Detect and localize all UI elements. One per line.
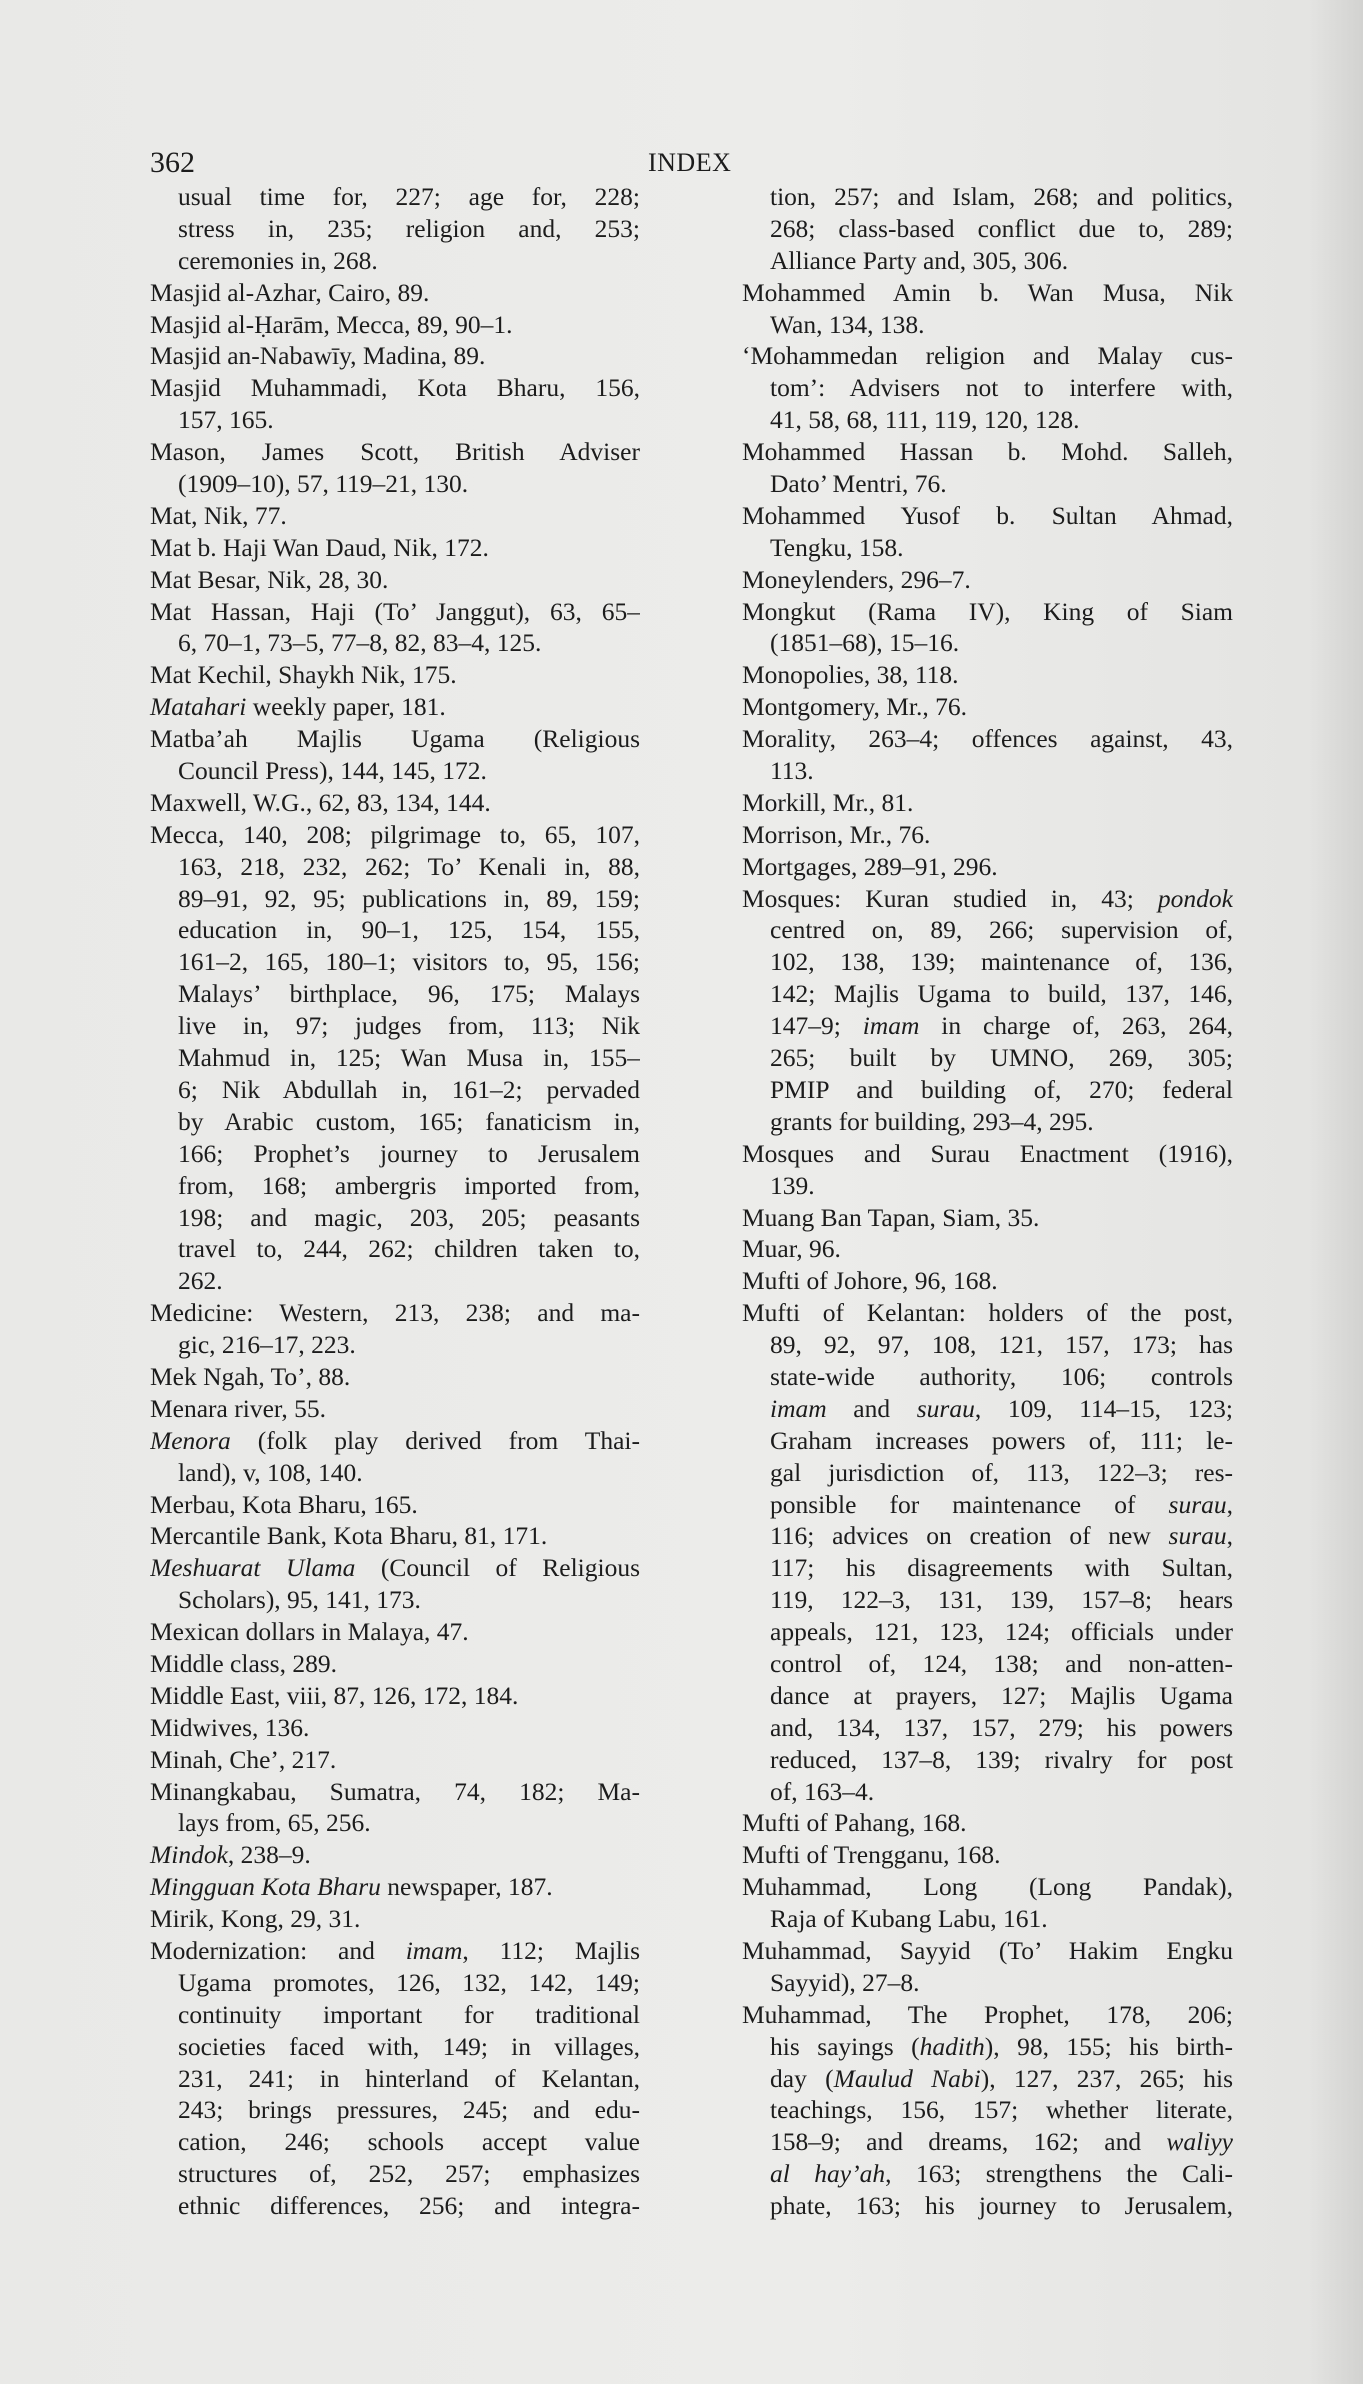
index-entry xyxy=(742,851,1233,883)
index-line: societies faced with, 149; in villages, xyxy=(178,2031,640,2061)
index-entry xyxy=(150,564,640,596)
index-entry xyxy=(742,1999,1233,2222)
index-line: PMIP and building of, 270; federal xyxy=(770,1074,1233,1104)
index-line: by Arabic custom, 165; fanaticism in, xyxy=(178,1106,640,1136)
index-line xyxy=(742,2063,1233,2095)
index-line: ‘Mohammedan religion and Malay cus- xyxy=(742,341,1233,371)
index-line xyxy=(150,1871,640,1903)
index-line: tion, 257; and Islam, 268; and politics, xyxy=(770,182,1233,211)
index-line: Scholars), 95, 141, 173. xyxy=(178,1585,421,1615)
text-segment: , 112; Majlis xyxy=(462,1935,640,1965)
index-entry xyxy=(742,723,1233,787)
italic-term: hadith xyxy=(919,2031,985,2061)
index-line: appeals, 121, 123, 124; officials under xyxy=(770,1617,1233,1647)
index-line: Mason, James Scott, British Adviser xyxy=(150,437,640,467)
index-line: reduced, 137–8, 139; rivalry for post xyxy=(770,1744,1233,1774)
index-line: Masjid al-Ḥarām, Mecca, 89, 90–1. xyxy=(150,309,513,339)
index-entry xyxy=(150,372,640,436)
index-line xyxy=(150,1425,640,1457)
index-line: Mek Ngah, To’, 88. xyxy=(150,1361,351,1391)
index-line: 243; brings pressures, 245; and edu- xyxy=(178,2095,640,2125)
text-segment: ), 98, 155; his birth- xyxy=(984,2031,1233,2061)
index-line: Alliance Party and, 305, 306. xyxy=(770,245,1069,275)
index-line xyxy=(742,1010,1233,1042)
italic-term: waliyy xyxy=(1166,2127,1233,2157)
index-entry xyxy=(150,277,640,309)
index-line: Malays’ birthplace, 96, 175; Malays xyxy=(178,979,640,1009)
text-segment: newspaper, 187. xyxy=(380,1872,553,1902)
index-line: Mohammed Amin b. Wan Musa, Nik xyxy=(742,277,1233,307)
text-segment: , 109, 114–15, 123; xyxy=(974,1393,1233,1423)
index-line: of, 163–4. xyxy=(770,1776,875,1806)
index-entry xyxy=(150,659,640,691)
index-line: ethnic differences, 256; and integra- xyxy=(178,2191,640,2221)
index-line: tom’: Advisers not to interfere with, xyxy=(770,373,1233,403)
italic-term: surau xyxy=(1168,1489,1227,1519)
index-line: gic, 216–17, 223. xyxy=(178,1330,356,1360)
index-entry xyxy=(742,883,1233,1138)
index-line: from, 168; ambergris imported from, xyxy=(178,1170,640,1200)
index-line: stress in, 235; religion and, 253; xyxy=(178,213,640,243)
text-segment: , xyxy=(1226,1521,1233,1551)
index-entry xyxy=(150,1361,640,1393)
index-line: Council Press), 144, 145, 172. xyxy=(178,756,487,786)
text-segment: weekly paper, 181. xyxy=(246,692,446,722)
index-entry xyxy=(150,596,640,660)
text-segment: day ( xyxy=(770,2063,834,2093)
index-line xyxy=(742,883,1233,915)
italic-term: al hay’ah xyxy=(770,2159,886,2189)
index-line: Morkill, Mr., 81. xyxy=(742,787,914,817)
index-line: Mosques and Surau Enactment (1916), xyxy=(742,1138,1233,1168)
index-line: Graham increases powers of, 111; le- xyxy=(770,1425,1233,1455)
index-line: 41, 58, 68, 111, 119, 120, 128. xyxy=(770,405,1080,435)
index-line: ceremonies in, 268. xyxy=(178,245,378,275)
index-entry xyxy=(150,723,640,787)
index-line: and, 134, 137, 157, 279; his powers xyxy=(770,1712,1233,1742)
index-entry xyxy=(150,1552,640,1616)
index-line: teachings, 156, 157; whether literate, xyxy=(770,2095,1233,2125)
index-entry xyxy=(150,819,640,1297)
index-line: 102, 138, 139; maintenance of, 136, xyxy=(770,947,1233,977)
index-entry xyxy=(150,787,640,819)
index-entry xyxy=(150,1425,640,1489)
index-entry xyxy=(742,691,1233,723)
index-line: Mat Besar, Nik, 28, 30. xyxy=(150,564,389,594)
index-line: Mufti of Kelantan: holders of the post, xyxy=(742,1298,1233,1328)
index-line: Muar, 96. xyxy=(742,1234,841,1264)
text-segment: 147–9; xyxy=(770,1011,863,1041)
text-segment: (Council of Religious xyxy=(355,1553,640,1583)
index-line xyxy=(742,2126,1233,2158)
index-column-right xyxy=(742,181,1233,2222)
index-line: Medicine: Western, 213, 238; and ma- xyxy=(150,1298,640,1328)
index-entry xyxy=(150,181,640,277)
running-head: INDEX xyxy=(648,148,732,177)
index-line: dance at prayers, 127; Majlis Ugama xyxy=(770,1680,1233,1710)
index-entry xyxy=(150,1616,640,1648)
index-line: 265; built by UMNO, 269, 305; xyxy=(770,1043,1233,1073)
text-segment: his sayings ( xyxy=(770,2031,920,2061)
index-line: Raja of Kubang Labu, 161. xyxy=(770,1904,1048,1934)
index-line: usual time for, 227; age for, 228; xyxy=(178,182,640,211)
index-entry xyxy=(742,1807,1233,1839)
index-line xyxy=(742,1489,1233,1521)
index-entry xyxy=(150,532,640,564)
index-line xyxy=(150,1552,640,1584)
index-line: Wan, 134, 138. xyxy=(770,309,925,339)
index-line: 262. xyxy=(178,1266,223,1296)
italic-term: pondok xyxy=(1157,883,1233,913)
index-line xyxy=(742,1393,1233,1425)
index-line: control of, 124, 138; and non-atten- xyxy=(770,1648,1233,1678)
index-line: land), v, 108, 140. xyxy=(178,1457,363,1487)
index-line: Middle class, 289. xyxy=(150,1648,337,1678)
index-line: Morality, 263–4; offences against, 43, xyxy=(742,724,1233,754)
index-line: 157, 165. xyxy=(178,405,274,435)
index-line: Middle East, viii, 87, 126, 172, 184. xyxy=(150,1680,519,1710)
index-line: 139. xyxy=(770,1170,815,1200)
index-entry xyxy=(150,1648,640,1680)
index-entry xyxy=(742,340,1233,436)
index-line: grants for building, 293–4, 295. xyxy=(770,1106,1094,1136)
index-line: 161–2, 165, 180–1; visitors to, 95, 156; xyxy=(178,947,640,977)
index-line xyxy=(150,691,640,723)
italic-term: Mingguan Kota Bharu xyxy=(150,1872,381,1902)
index-line: gal jurisdiction of, 113, 122–3; res- xyxy=(770,1457,1233,1487)
index-entry xyxy=(742,1202,1233,1234)
index-entry xyxy=(742,787,1233,819)
italic-term: surau xyxy=(1168,1521,1227,1551)
index-line: cation, 246; schools accept value xyxy=(178,2127,640,2157)
italic-term: Menora xyxy=(150,1425,231,1455)
index-line: Mohammed Hassan b. Mohd. Salleh, xyxy=(742,437,1233,467)
index-line: Merbau, Kota Bharu, 165. xyxy=(150,1489,418,1519)
text-segment: Mosques: Kuran studied in, 43; xyxy=(742,883,1158,913)
index-entry xyxy=(150,691,640,723)
index-entry xyxy=(742,1871,1233,1935)
index-line: Mufti of Trengganu, 168. xyxy=(742,1840,1001,1870)
index-entry xyxy=(742,1138,1233,1202)
text-segment: , xyxy=(1226,1489,1233,1519)
index-column-left xyxy=(150,181,640,2222)
index-entry xyxy=(150,1839,640,1871)
index-line: Mortgages, 289–91, 296. xyxy=(742,851,998,881)
index-line: live in, 97; judges from, 113; Nik xyxy=(178,1011,640,1041)
index-line: Menara river, 55. xyxy=(150,1393,326,1423)
index-entry xyxy=(742,277,1233,341)
index-line: 142; Majlis Ugama to build, 137, 146, xyxy=(770,979,1233,1009)
index-line: Mat, Nik, 77. xyxy=(150,500,287,530)
text-segment: ), 127, 237, 265; his xyxy=(980,2063,1233,2093)
page-number: 362 xyxy=(150,146,195,179)
index-line: Masjid Muhammadi, Kota Bharu, 156, xyxy=(150,373,640,403)
text-segment: ponsible for maintenance of xyxy=(770,1489,1169,1519)
index-entry xyxy=(150,500,640,532)
index-line xyxy=(742,1520,1233,1552)
index-entry xyxy=(150,1393,640,1425)
index-entry xyxy=(150,1712,640,1744)
index-line: Muhammad, Sayyid (To’ Hakim Engku xyxy=(742,1935,1233,1965)
index-line: (1851–68), 15–16. xyxy=(770,628,960,658)
index-line: 6, 70–1, 73–5, 77–8, 82, 83–4, 125. xyxy=(178,628,542,658)
index-line: Mahmud in, 125; Wan Musa in, 155– xyxy=(178,1043,640,1073)
index-line: 6; Nik Abdullah in, 161–2; pervaded xyxy=(178,1074,640,1104)
index-line: 119, 122–3, 131, 139, 157–8; hears xyxy=(770,1585,1233,1615)
index-entry xyxy=(150,1489,640,1521)
index-line: Matba’ah Majlis Ugama (Religious xyxy=(150,724,640,754)
index-line: 268; class-based conflict due to, 289; xyxy=(770,213,1233,243)
index-line: Midwives, 136. xyxy=(150,1712,310,1742)
index-line: 231, 241; in hinterland of Kelantan, xyxy=(178,2063,640,2093)
index-line: 113. xyxy=(770,756,814,786)
index-line: 163, 218, 232, 262; To’ Kenali in, 88, xyxy=(178,851,640,881)
text-segment: , 238–9. xyxy=(227,1840,311,1870)
index-line xyxy=(742,2031,1233,2063)
index-line: structures of, 252, 257; emphasizes xyxy=(178,2159,640,2189)
index-line: travel to, 244, 262; children taken to, xyxy=(178,1234,640,1264)
italic-term: Mindok xyxy=(150,1840,228,1870)
index-line: Mexican dollars in Malaya, 47. xyxy=(150,1617,469,1647)
index-line: state-wide authority, 106; controls xyxy=(770,1361,1233,1391)
index-entry xyxy=(150,1744,640,1776)
index-line: Dato’ Mentri, 76. xyxy=(770,469,947,499)
index-entry xyxy=(150,309,640,341)
index-entry xyxy=(150,436,640,500)
index-entry xyxy=(150,1520,640,1552)
index-line: Ugama promotes, 126, 132, 142, 149; xyxy=(178,1967,640,1997)
index-line: Minah, Che’, 217. xyxy=(150,1744,337,1774)
index-entry xyxy=(742,564,1233,596)
italic-term: imam xyxy=(862,1011,920,1041)
index-line: Morrison, Mr., 76. xyxy=(742,819,931,849)
index-entry xyxy=(150,1297,640,1361)
index-entry xyxy=(742,1839,1233,1871)
index-entry xyxy=(742,819,1233,851)
index-line: Mecca, 140, 208; pilgrimage to, 65, 107, xyxy=(150,819,640,849)
index-entry xyxy=(150,1680,640,1712)
index-line: Mongkut (Rama IV), King of Siam xyxy=(742,596,1233,626)
index-line: centred on, 89, 266; supervision of, xyxy=(770,915,1233,945)
index-entry xyxy=(150,1935,640,2222)
index-line: Moneylenders, 296–7. xyxy=(742,564,971,594)
index-line: phate, 163; his journey to Jerusalem, xyxy=(770,2191,1233,2221)
index-line: Masjid an-Nabawīy, Madina, 89. xyxy=(150,341,486,371)
text-segment: in charge of, 263, 264, xyxy=(919,1011,1233,1041)
index-entry xyxy=(742,596,1233,660)
index-line: Masjid al-Azhar, Cairo, 89. xyxy=(150,277,430,307)
index-line: Mercantile Bank, Kota Bharu, 81, 171. xyxy=(150,1521,548,1551)
index-line: 117; his disagreements with Sultan, xyxy=(770,1553,1233,1583)
text-segment: , 163; strengthens the Cali- xyxy=(885,2159,1233,2189)
text-segment: and xyxy=(826,1393,917,1423)
index-line: continuity important for traditional xyxy=(178,1999,640,2029)
italic-term: Maulud Nabi xyxy=(833,2063,981,2093)
italic-term: surau xyxy=(916,1393,975,1423)
text-segment: (folk play derived from Thai- xyxy=(230,1425,640,1455)
index-line: Minangkabau, Sumatra, 74, 182; Ma- xyxy=(150,1776,640,1806)
index-line: Maxwell, W.G., 62, 83, 134, 144. xyxy=(150,787,491,817)
index-line: Muhammad, Long (Long Pandak), xyxy=(742,1872,1233,1902)
index-line: 166; Prophet’s journey to Jerusalem xyxy=(178,1138,640,1168)
index-entry xyxy=(150,1871,640,1903)
index-entry xyxy=(150,1903,640,1935)
index-entry xyxy=(742,500,1233,564)
index-line: Mat b. Haji Wan Daud, Nik, 172. xyxy=(150,532,489,562)
index-line: Montgomery, Mr., 76. xyxy=(742,692,968,722)
index-entry xyxy=(150,1776,640,1840)
index-line: 89, 92, 97, 108, 121, 157, 173; has xyxy=(770,1330,1233,1360)
text-segment: Modernization: and xyxy=(150,1935,406,1965)
text-segment: 116; advices on creation of new xyxy=(770,1521,1169,1551)
index-line xyxy=(150,1839,640,1871)
index-entry xyxy=(742,1935,1233,1999)
index-line: lays from, 65, 256. xyxy=(178,1808,371,1838)
index-line: Sayyid), 27–8. xyxy=(770,1967,920,1997)
index-line: Mat Hassan, Haji (To’ Janggut), 63, 65– xyxy=(150,596,640,626)
index-entry xyxy=(742,659,1233,691)
index-line: 89–91, 92, 95; publications in, 89, 159; xyxy=(178,883,640,913)
index-line: Mufti of Pahang, 168. xyxy=(742,1808,967,1838)
italic-term: Meshuarat Ulama xyxy=(150,1553,356,1583)
index-line: Tengku, 158. xyxy=(770,532,904,562)
italic-term: imam xyxy=(405,1935,463,1965)
index-entry xyxy=(742,1297,1233,1807)
index-line: Mohammed Yusof b. Sultan Ahmad, xyxy=(742,500,1233,530)
index-entry xyxy=(742,1265,1233,1297)
italic-term: Matahari xyxy=(150,692,247,722)
index-line: (1909–10), 57, 119–21, 130. xyxy=(178,469,469,499)
index-line: Mufti of Johore, 96, 168. xyxy=(742,1266,998,1296)
index-entry xyxy=(742,181,1233,277)
index-line: Muang Ban Tapan, Siam, 35. xyxy=(742,1202,1040,1232)
index-entry xyxy=(742,1233,1233,1265)
index-line: Muhammad, The Prophet, 178, 206; xyxy=(742,1999,1233,2029)
index-line xyxy=(742,2158,1233,2190)
index-line: Mat Kechil, Shaykh Nik, 175. xyxy=(150,660,457,690)
index-entry xyxy=(742,436,1233,500)
text-segment: 158–9; and dreams, 162; and xyxy=(770,2127,1167,2157)
italic-term: imam xyxy=(770,1393,827,1423)
index-line xyxy=(150,1935,640,1967)
index-line: Monopolies, 38, 118. xyxy=(742,660,959,690)
index-line: 198; and magic, 203, 205; peasants xyxy=(178,1202,640,1232)
index-entry xyxy=(150,340,640,372)
index-line: Mirik, Kong, 29, 31. xyxy=(150,1904,361,1934)
index-line: education in, 90–1, 125, 154, 155, xyxy=(178,915,640,945)
